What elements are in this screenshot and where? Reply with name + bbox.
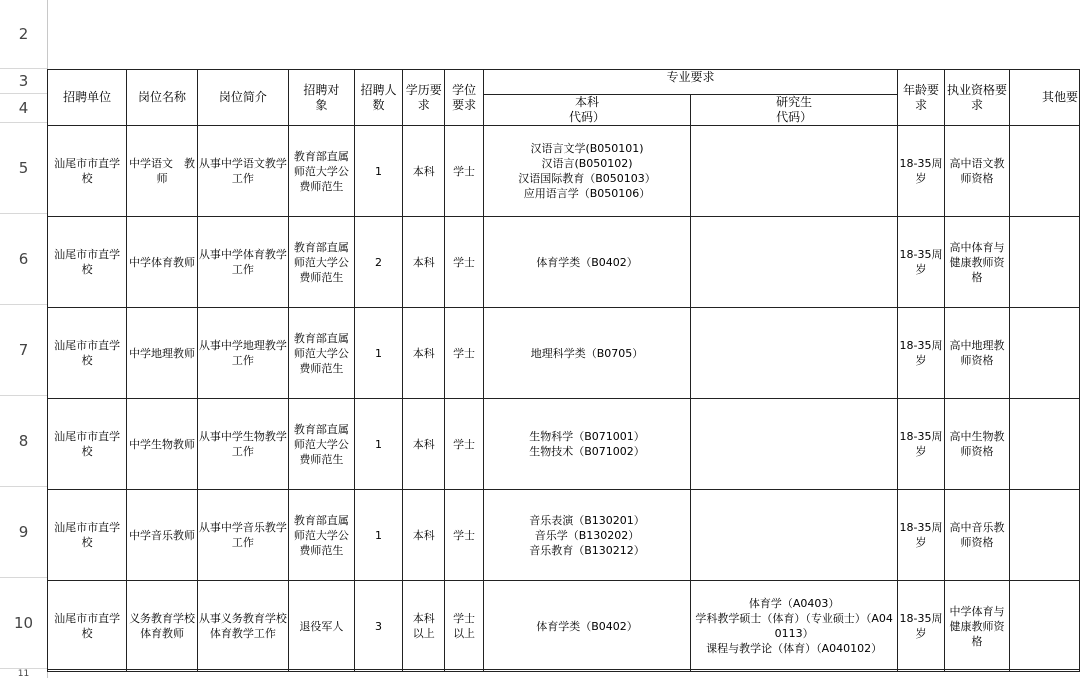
major-line: 应用语言学（B050106） <box>523 187 651 200</box>
cell-education[interactable]: 本科 <box>403 490 445 581</box>
cell-count[interactable]: 2 <box>354 217 403 308</box>
header-postgrad-label: 研究生 <box>776 95 813 109</box>
cell-age[interactable]: 18-35周岁 <box>898 581 945 672</box>
cell-postgrad[interactable] <box>691 490 898 581</box>
table-row <box>48 217 1080 308</box>
table-row <box>48 126 1080 217</box>
cell-postgrad[interactable] <box>691 308 898 399</box>
header-postgrad-code: 代码） <box>776 110 813 124</box>
table-row <box>48 399 1080 490</box>
cell-post[interactable]: 中学音乐教师 <box>127 490 198 581</box>
cell-post[interactable]: 中学体育教师 <box>127 217 198 308</box>
row-number[interactable]: 2 <box>0 0 47 69</box>
cell-degree[interactable]: 学士 <box>445 399 484 490</box>
cell-post[interactable]: 义务教育学校体育教师 <box>127 581 198 672</box>
cell-other[interactable] <box>1010 581 1080 672</box>
row-number-column <box>0 0 48 678</box>
cell-undergrad[interactable] <box>483 308 690 399</box>
cell-unit[interactable]: 汕尾市市直学校 <box>48 581 127 672</box>
row-number[interactable]: 9 <box>0 487 47 578</box>
cell-qualification[interactable]: 高中语文教师资格 <box>944 126 1009 217</box>
row-number[interactable]: 8 <box>0 396 47 487</box>
cell-target[interactable]: 教育部直属师范大学公费师范生 <box>288 126 354 217</box>
cell-degree[interactable]: 学士 <box>445 490 484 581</box>
cell-other[interactable] <box>1010 399 1080 490</box>
recruitment-table <box>47 69 1080 672</box>
cell-qualification[interactable]: 高中地理教师资格 <box>944 308 1009 399</box>
major-line: 汉语言文学(B050101) <box>530 142 644 155</box>
major-line: 音乐表演（B130201） <box>529 513 645 527</box>
cell-unit[interactable]: 汕尾市市直学校 <box>48 308 127 399</box>
cell-undergrad[interactable] <box>483 581 690 672</box>
major-line: 汉语国际教育（B050103） <box>518 172 656 185</box>
row-number[interactable]: 6 <box>0 214 47 305</box>
cell-undergrad[interactable] <box>483 490 690 581</box>
cell-postgrad[interactable] <box>691 399 898 490</box>
table-row <box>48 490 1080 581</box>
header-degree[interactable]: 学位要求 <box>445 70 484 126</box>
major-line: 生物技术（B071002） <box>529 445 645 458</box>
cell-postgrad[interactable] <box>691 217 898 308</box>
header-major-requirement[interactable]: 专业要求 <box>483 70 897 95</box>
cell-count[interactable]: 1 <box>354 490 403 581</box>
cell-intro[interactable]: 从事中学体育教学工作 <box>197 217 288 308</box>
cell-age[interactable]: 18-35周岁 <box>898 490 945 581</box>
cell-intro[interactable]: 从事中学地理教学工作 <box>197 308 288 399</box>
row-number[interactable]: 7 <box>0 305 47 396</box>
cell-count[interactable]: 1 <box>354 126 403 217</box>
header-other[interactable] <box>1010 70 1080 126</box>
cell-other[interactable] <box>1010 490 1080 581</box>
cell-unit[interactable]: 汕尾市市直学校 <box>48 399 127 490</box>
cell-education[interactable]: 本科 <box>403 308 445 399</box>
table-row <box>48 308 1080 399</box>
cell-education[interactable]: 本科 <box>403 399 445 490</box>
cell-degree[interactable]: 学士 <box>445 308 484 399</box>
cell-postgrad[interactable] <box>691 126 898 217</box>
header-other-text: 其他要 <box>1041 90 1078 104</box>
major-line: 汉语言(B050102) <box>541 157 633 170</box>
header-post-name[interactable]: 岗位名称 <box>127 70 198 126</box>
cell-count[interactable]: 1 <box>354 308 403 399</box>
major-line: 学科教学硕士（体育）（专业硕士）（A040113） <box>695 612 893 640</box>
row-number[interactable]: 10 <box>0 578 47 669</box>
major-line: 体育学（A0403） <box>748 597 840 610</box>
major-line: 体育学类（B0402） <box>536 619 638 633</box>
cell-intro[interactable]: 从事中学音乐教学工作 <box>197 490 288 581</box>
major-line: 音乐学（B130202） <box>534 528 640 542</box>
header-unit[interactable]: 招聘单位 <box>48 70 127 126</box>
cell-qualification[interactable]: 高中体育与健康教师资格 <box>944 217 1009 308</box>
cell-unit[interactable]: 汕尾市市直学校 <box>48 490 127 581</box>
cell-qualification[interactable]: 高中生物教师资格 <box>944 399 1009 490</box>
cell-age[interactable]: 18-35周岁 <box>898 399 945 490</box>
cell-target[interactable]: 教育部直属师范大学公费师范生 <box>288 399 354 490</box>
header-count[interactable]: 招聘人数 <box>354 70 403 126</box>
major-line: 课程与教学论（体育）（A040102） <box>706 642 883 655</box>
cell-post[interactable]: 中学语文 教师 <box>127 126 198 217</box>
header-undergrad[interactable] <box>483 95 690 126</box>
cell-unit[interactable]: 汕尾市市直学校 <box>48 126 127 217</box>
header-target[interactable]: 招聘对象 <box>288 70 354 126</box>
cell-education[interactable]: 本科 <box>403 217 445 308</box>
major-line: 体育学类（B0402） <box>536 255 638 269</box>
cell-target[interactable]: 退役军人 <box>288 581 354 672</box>
cell-target[interactable]: 教育部直属师范大学公费师范生 <box>288 308 354 399</box>
row-2-empty[interactable] <box>47 0 1080 70</box>
cell-education[interactable]: 本科以上 <box>403 581 445 672</box>
cell-target[interactable]: 教育部直属师范大学公费师范生 <box>288 217 354 308</box>
row-number[interactable]: 3 <box>0 69 47 94</box>
table-row <box>48 581 1080 672</box>
cell-intro[interactable]: 从事中学语文教学工作 <box>197 126 288 217</box>
header-postgrad[interactable] <box>691 95 898 126</box>
cell-other[interactable] <box>1010 217 1080 308</box>
major-line: 音乐教育（B130212） <box>529 543 645 557</box>
row-number[interactable]: 11 <box>17 669 30 679</box>
cell-undergrad[interactable] <box>483 126 690 217</box>
header-age[interactable]: 年龄要求 <box>898 70 945 126</box>
spreadsheet-grid <box>47 0 1080 678</box>
cell-count[interactable]: 1 <box>354 399 403 490</box>
cell-undergrad[interactable] <box>483 217 690 308</box>
row-number[interactable]: 4 <box>0 94 47 123</box>
major-line: 地理科学类（B0705） <box>530 346 644 360</box>
cell-degree[interactable]: 学士 <box>445 126 484 217</box>
header-post-intro[interactable]: 岗位简介 <box>197 70 288 126</box>
cell-undergrad[interactable] <box>483 399 690 490</box>
cell-qualification[interactable]: 中学体育与健康教师资格 <box>944 581 1009 672</box>
cell-age[interactable]: 18-35周岁 <box>898 217 945 308</box>
cell-post[interactable]: 中学生物教师 <box>127 399 198 490</box>
row-number[interactable]: 5 <box>0 123 47 214</box>
cell-post[interactable]: 中学地理教师 <box>127 308 198 399</box>
cell-degree[interactable]: 学士以上 <box>445 581 484 672</box>
cell-unit[interactable]: 汕尾市市直学校 <box>48 217 127 308</box>
header-undergrad-code: 代码） <box>569 110 606 124</box>
cell-age[interactable]: 18-35周岁 <box>898 126 945 217</box>
cell-intro[interactable]: 从事中学生物教学工作 <box>197 399 288 490</box>
major-line: 生物科学（B071001） <box>529 430 645 443</box>
cell-postgrad[interactable] <box>691 581 898 672</box>
header-qualification[interactable]: 执业资格要求 <box>944 70 1009 126</box>
cell-other[interactable] <box>1010 126 1080 217</box>
cell-target[interactable]: 教育部直属师范大学公费师范生 <box>288 490 354 581</box>
header-undergrad-label: 本科 <box>575 95 600 109</box>
cell-education[interactable]: 本科 <box>403 126 445 217</box>
header-education[interactable]: 学历要求 <box>403 70 445 126</box>
cell-other[interactable] <box>1010 308 1080 399</box>
cell-degree[interactable]: 学士 <box>445 217 484 308</box>
cell-count[interactable]: 3 <box>354 581 403 672</box>
cell-qualification[interactable]: 高中音乐教师资格 <box>944 490 1009 581</box>
cell-age[interactable]: 18-35周岁 <box>898 308 945 399</box>
cell-intro[interactable]: 从事义务教育学校体育教学工作 <box>197 581 288 672</box>
